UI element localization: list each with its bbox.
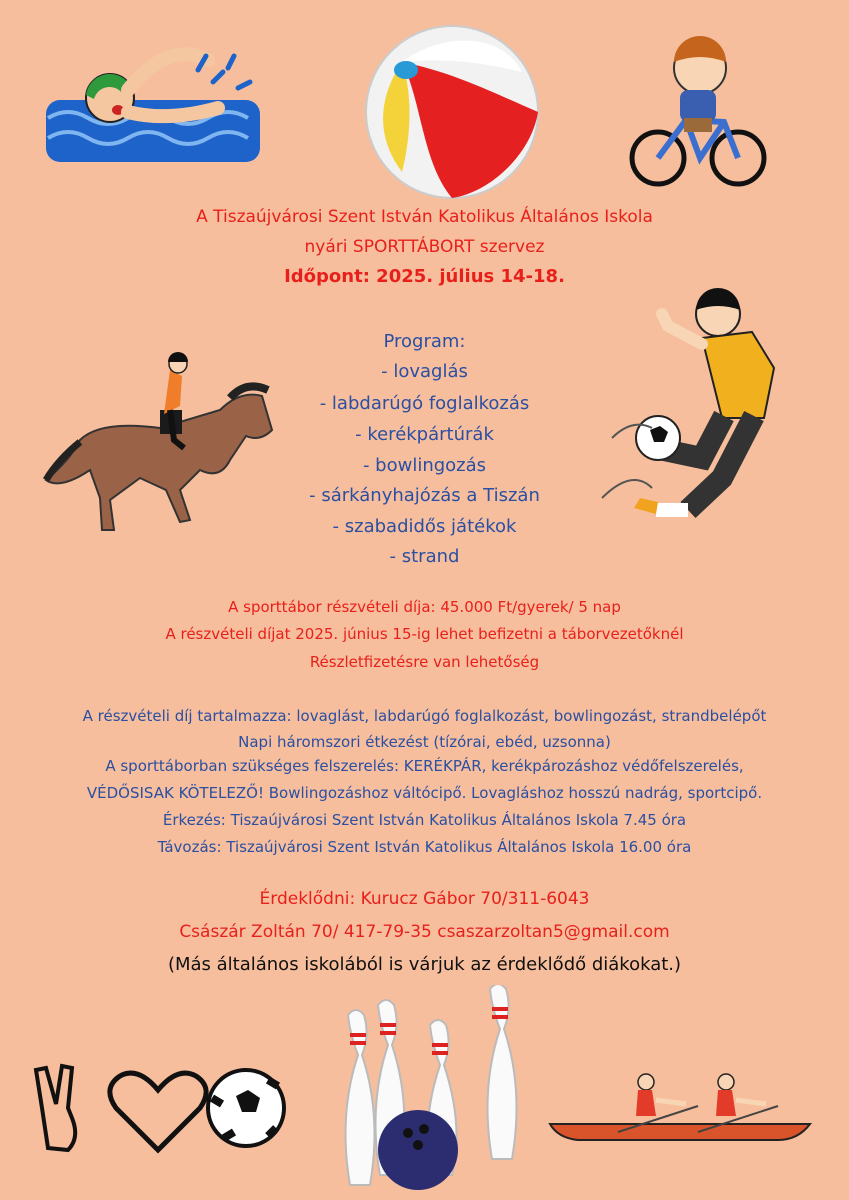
peace-heart-ball-icon [28,1058,288,1158]
cyclist-icon [628,30,768,195]
invitation-note: (Más általános iskolából is várjuk az érdeklődő diákokat.) [167,954,682,975]
event-date: Időpont: 2025. július 14-18. [284,266,565,287]
rowing-boat-icon [548,1070,813,1145]
program-item: - sárkányhajózás a Tiszán [309,485,540,506]
installment-line: Részletfizetésre van lehetőség [309,653,540,671]
details-line: VÉDŐSISAK KÖTELEZŐ! Bowlingozáshoz váltócipő. Lovagláshoz hosszú nadrág, sportcipő. [86,784,763,802]
program-heading: Program: [383,331,466,352]
program-item: - strand [389,546,460,567]
fee-line: A sporttábor részvételi díja: 45.000 Ft/gyerek/ 5 nap [228,598,621,616]
swimmer-icon [38,40,268,170]
school-name-line: A Tiszaújvárosi Szent István Katolikus Általános Iskola [196,207,653,227]
program-item: - lovaglás [381,361,468,382]
program-item: - bowlingozás [362,455,487,476]
contact-line: Érdeklődni: Kurucz Gábor 70/311-6043 [259,889,590,909]
program-item: - kerékpártúrák [355,424,494,445]
details-line: A részvételi díj tartalmazza: lovaglást, labdarúgó foglalkozást, bowlingozást, strandbelépőt [82,707,767,725]
beach-ball-icon [362,22,542,202]
details-line: Érkezés: Tiszaújvárosi Szent István Katolikus Általános Iskola 7.45 óra [162,811,687,829]
details-line: A sporttáborban szükséges felszerelés: KERÉKPÁR, kerékpározáshoz védőfelszerelés, [105,757,744,775]
bowling-icon [320,985,540,1200]
camp-title-line: nyári SPORTTÁBORT szervez [304,237,545,257]
program-item: - labdarúgó foglalkozás [319,393,530,414]
fee-deadline-line: A részvételi díjat 2025. június 15-ig lehet befizetni a táborvezetőknél [165,625,684,643]
program-item: - szabadidős játékok [332,516,517,537]
details-line: Napi háromszori étkezést (tízórai, ebéd, uzsonna) [238,733,611,751]
contact-email-line: Császár Zoltán 70/ 417-79-35 csaszarzoltan5@gmail.com [179,922,670,942]
details-line: Távozás: Tiszaújvárosi Szent István Katolikus Általános Iskola 16.00 óra [157,838,692,856]
